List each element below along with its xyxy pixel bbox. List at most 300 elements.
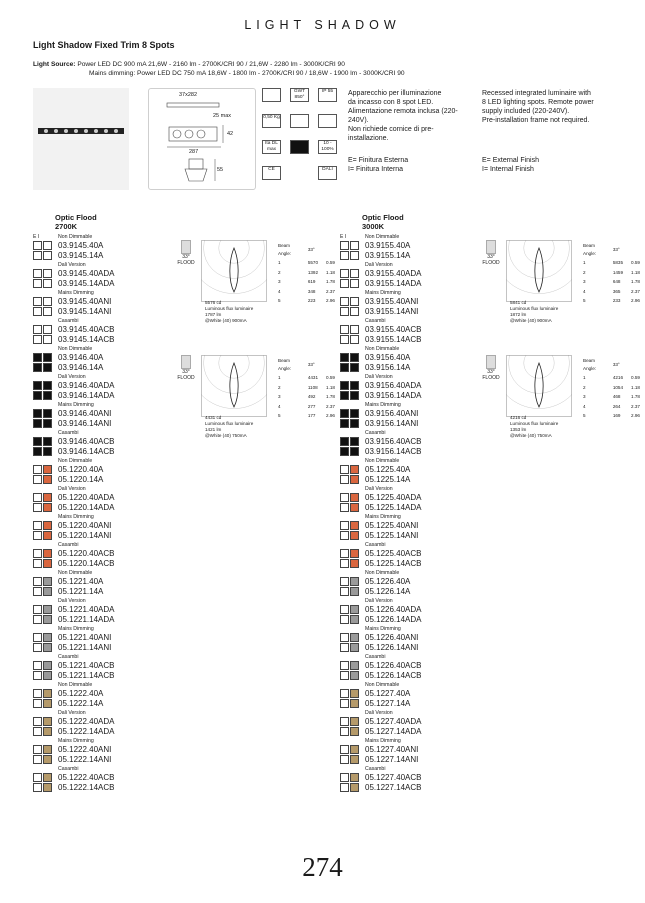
intensity-curve [535, 363, 543, 407]
product-row [33, 325, 115, 345]
variant-header: Dali Version [58, 486, 86, 492]
product-code: 05.1220.40A [58, 465, 104, 474]
table-cell: 5 [583, 413, 586, 418]
finish-internal-swatch [43, 353, 52, 362]
beam-angle-label: Beam Angle: [278, 243, 292, 256]
finish-internal-swatch [43, 419, 52, 428]
finish-internal-swatch [350, 699, 359, 708]
table-row [580, 288, 643, 296]
finish-internal-swatch [43, 755, 52, 764]
photometric-panel-2 [480, 240, 645, 323]
finish-external-swatch [33, 587, 42, 596]
polar-grid-ring [524, 355, 554, 378]
product-code: 03.9155.14ANI [365, 307, 419, 316]
finish-external-swatch [340, 699, 349, 708]
beam-badge [480, 240, 502, 266]
product-code: 05.1222.40A [58, 689, 104, 698]
gwt-icon: GWT 850° [290, 88, 309, 102]
finish-external-swatch [33, 279, 42, 288]
finish-internal-swatch [43, 699, 52, 708]
finish-external-swatch [33, 353, 42, 362]
finish-internal-swatch [43, 465, 52, 474]
polar-grid-ring [509, 240, 570, 278]
dim-max: 25 max [213, 113, 232, 119]
drive-current: @White (40) 750mA [205, 433, 247, 438]
flux-value: 1353 lm [510, 427, 527, 432]
product-code: 05.1222.40ACB [58, 773, 115, 782]
product-row [33, 773, 115, 793]
flux-value: 1787 lm [205, 312, 222, 317]
product-code: 05.1226.14ANI [365, 643, 419, 652]
finish-internal-swatch [43, 615, 52, 624]
description-italian: Apparecchio per illuminazione da incasso con 8 spot LED. Alimentazione remota inclusa (220- 240V). Non richiede cornice di pre- installazione. [348, 90, 458, 142]
product-row [33, 465, 115, 485]
finish-internal-swatch [350, 727, 359, 736]
table-cell: 2 [583, 269, 586, 275]
product-code: 05.1226.14ACB [365, 671, 422, 680]
description-english: Recessed integrated luminaire with 8 LED lighting spots. Remote power supply included (220-240V). Pre-installation frame not required. [482, 90, 594, 124]
table-row [275, 393, 338, 401]
finish-internal-swatch [350, 241, 359, 250]
finish-external-swatch [33, 699, 42, 708]
product-code: 03.9145.14ACB [58, 335, 115, 344]
finish-italian: E= Finitura Esterna I= Finitura Interna [348, 157, 409, 173]
variant-header: Non Dimmable [58, 234, 93, 240]
product-row [33, 717, 115, 737]
finish-internal-swatch [350, 587, 359, 596]
finish-external-swatch [340, 493, 349, 502]
product-code: 05.1226.14A [365, 587, 411, 596]
table-cell: 169 [612, 413, 621, 418]
table-cell: 5 [278, 298, 281, 303]
photometric-panel-3 [175, 355, 340, 438]
product-code: 05.1221.14ADA [58, 615, 115, 624]
finish-internal-swatch [350, 447, 359, 456]
table-row [580, 374, 643, 382]
finish-internal-swatch [43, 773, 52, 782]
polar-diagram [201, 240, 267, 302]
finish-external-swatch [340, 353, 349, 362]
table-row [580, 269, 643, 277]
drawing-svg [149, 89, 255, 189]
table-cell: 648 [612, 279, 621, 284]
product-code: 03.9155.40ADA [365, 269, 422, 278]
product-code: 03.9146.14A [58, 363, 104, 372]
variant-header: Non Dimmable [365, 234, 400, 240]
product-code: 05.1220.14A [58, 475, 104, 484]
photometric-panel-4 [480, 355, 645, 438]
finish-external-swatch [33, 391, 42, 400]
variant-header: Mains Dimming [58, 290, 94, 296]
variant-header: Mains Dimming [58, 402, 94, 408]
variant-header: Dali Version [365, 374, 393, 380]
finish-internal-swatch [43, 493, 52, 502]
finish-external-swatch [340, 475, 349, 484]
product-code: 03.9156.40ADA [365, 381, 422, 390]
table-cell: 2.37 [326, 403, 335, 409]
beam-value: 33° [182, 254, 190, 260]
finish-internal-swatch [350, 503, 359, 512]
table-row [275, 288, 338, 296]
finish-internal-swatch [350, 269, 359, 278]
table-row [275, 269, 338, 277]
finish-external-swatch [340, 447, 349, 456]
finish-external-swatch [340, 409, 349, 418]
product-code: 05.1221.14A [58, 587, 104, 596]
variant-header: Dali Version [58, 374, 86, 380]
product-code: 05.1221.40ACB [58, 661, 115, 670]
finish-external-swatch [33, 363, 42, 372]
polar-grid-ring [509, 355, 570, 393]
peak-intensity: 5576 cd [205, 300, 222, 305]
product-code: 05.1225.14ADA [365, 503, 422, 512]
product-code: 05.1226.40ACB [365, 661, 422, 670]
variant-header: Non Dimmable [58, 346, 93, 352]
finish-external-swatch [340, 671, 349, 680]
table-row [580, 297, 643, 305]
finish-external-swatch [340, 745, 349, 754]
table-row [580, 259, 643, 267]
light-source-line1: Power LED DC 900 mA 21,6W - 2160 lm - 2700K/CRI 90 / 21,6W - 2280 lm - 3000K/CRI 90 [77, 61, 345, 68]
table-cell: 0.59 [631, 375, 640, 380]
beam-angle-label: Beam Angle: [583, 358, 597, 371]
finish-internal-swatch [43, 391, 52, 400]
finish-external-swatch [340, 307, 349, 316]
variant-header: Non Dimmable [58, 570, 93, 576]
fixture-image [38, 128, 124, 134]
finish-internal-swatch [43, 269, 52, 278]
product-code: 05.1222.14ACB [58, 783, 115, 792]
polar-grid-ring [524, 240, 554, 263]
product-row [33, 409, 115, 429]
product-code: 05.1225.40A [365, 465, 411, 474]
light-source-label: Light Source: [33, 61, 76, 68]
f-mark-icon [318, 114, 337, 128]
variant-header: Casambi [365, 430, 386, 436]
finish-internal-swatch [350, 381, 359, 390]
finish-internal-swatch [350, 615, 359, 624]
finish-internal-swatch [43, 521, 52, 530]
product-code: 05.1226.40ANI [365, 633, 419, 642]
table-row [275, 403, 338, 411]
product-list-right [340, 233, 422, 793]
product-code: 03.9155.40ACB [365, 325, 422, 334]
product-row [340, 437, 422, 457]
dim-h55: 55 [217, 167, 224, 173]
product-code: 05.1227.40ANI [365, 745, 419, 754]
finish-external-swatch [340, 615, 349, 624]
finish-external-swatch [340, 363, 349, 372]
variant-header: Casambi [365, 766, 386, 772]
finish-internal-swatch [43, 279, 52, 288]
finish-internal-swatch [350, 335, 359, 344]
product-code: 05.1227.40ADA [365, 717, 422, 726]
finish-external-swatch [33, 671, 42, 680]
variant-header: Casambi [365, 542, 386, 548]
table-cell: 1.78 [631, 279, 640, 284]
photometric-panel-1 [175, 240, 340, 323]
beam-angle-value: 33° [612, 361, 620, 367]
finish-external-swatch [33, 307, 42, 316]
variant-header: Dali Version [365, 486, 393, 492]
finish-internal-swatch [350, 773, 359, 782]
product-code: 05.1221.14ACB [58, 671, 115, 680]
polar-grid-ring [219, 240, 249, 263]
product-code: 05.1225.40ACB [365, 549, 422, 558]
table-cell: 4431 [307, 375, 319, 380]
finish-external-swatch [33, 297, 42, 306]
polar-grid-ring [204, 240, 265, 278]
finish-external-swatch [340, 559, 349, 568]
beam-badge [175, 355, 197, 381]
product-code: 05.1220.40ACB [58, 549, 115, 558]
finish-external-swatch [33, 717, 42, 726]
finish-external-swatch [33, 745, 42, 754]
finish-internal-swatch [43, 689, 52, 698]
beam-angle-value: 33° [612, 246, 620, 252]
beam-angle-label: Beam Angle: [278, 358, 292, 371]
beam-icon [181, 240, 191, 254]
product-row [33, 549, 115, 569]
mains-icon: Ita DL max [262, 140, 281, 154]
table-header-row [275, 357, 338, 372]
drive-current: @White (40) 750mA [510, 433, 552, 438]
finish-external-swatch [340, 783, 349, 792]
finish-external-swatch [33, 689, 42, 698]
product-code: 05.1226.14ADA [365, 615, 422, 624]
variant-header: Casambi [58, 318, 79, 324]
table-cell: 492 [307, 394, 316, 399]
finish-external-swatch [340, 335, 349, 344]
product-code: 03.9145.40ACB [58, 325, 115, 334]
polar-diagram [506, 240, 572, 302]
finish-external-swatch [33, 727, 42, 736]
finish-external-swatch [33, 419, 42, 428]
product-row [33, 745, 115, 765]
drive-current: @White (40) 900mA [205, 318, 247, 323]
table-cell: 1054 [612, 384, 624, 390]
product-row [340, 745, 422, 765]
finish-external-swatch [340, 381, 349, 390]
certification-icons [262, 88, 340, 192]
table-cell: 264 [612, 403, 621, 409]
flux-value: 1872 lm [510, 312, 527, 317]
product-row [340, 577, 422, 597]
product-code: 05.1225.40ADA [365, 493, 422, 502]
finish-internal-swatch [43, 251, 52, 260]
finish-external-swatch [33, 577, 42, 586]
product-code: 03.9146.14ANI [58, 419, 112, 428]
finish-external-swatch [340, 325, 349, 334]
product-code: 05.1222.40ANI [58, 745, 112, 754]
finish-internal-swatch [350, 465, 359, 474]
table-cell: 5 [278, 413, 281, 418]
finish-internal-swatch [350, 279, 359, 288]
finish-internal-swatch [43, 587, 52, 596]
finish-internal-swatch [350, 297, 359, 306]
table-row [275, 412, 338, 420]
variant-header: Mains Dimming [365, 514, 401, 520]
product-code: 05.1220.40ADA [58, 493, 115, 502]
finish-internal-swatch [350, 671, 359, 680]
product-code: 03.9156.40ACB [365, 437, 422, 446]
product-code: 05.1222.14ADA [58, 727, 115, 736]
finish-external-swatch [340, 755, 349, 764]
table-cell: 2.96 [326, 298, 335, 303]
finish-external-swatch [33, 633, 42, 642]
finish-external-swatch [340, 521, 349, 530]
finish-internal-swatch [43, 559, 52, 568]
finish-external-swatch [33, 241, 42, 250]
product-code: 03.9155.40ANI [365, 297, 419, 306]
product-row [340, 465, 422, 485]
table-row [275, 297, 338, 305]
flux-label: Luminous flux luminaire [205, 421, 254, 426]
product-code: 05.1227.40ACB [365, 773, 422, 782]
finish-internal-swatch [43, 531, 52, 540]
table-cell: 3 [583, 394, 586, 399]
finish-external-swatch [33, 615, 42, 624]
finish-external-swatch [340, 531, 349, 540]
finish-external-swatch [340, 727, 349, 736]
finish-internal-swatch [350, 531, 359, 540]
product-code: 05.1225.40ANI [365, 521, 419, 530]
finish-external-swatch [340, 643, 349, 652]
polar-grid-ring [219, 355, 249, 378]
peak-intensity: 5841 cd [510, 300, 527, 305]
finish-internal-swatch [350, 717, 359, 726]
table-cell: 277 [307, 403, 316, 409]
finish-external-swatch [340, 633, 349, 642]
table-cell: 0.59 [326, 375, 335, 380]
finish-external-swatch [33, 755, 42, 764]
polar-diagram [201, 355, 267, 417]
finish-internal-swatch [350, 549, 359, 558]
product-code: 03.9156.14ADA [365, 391, 422, 400]
table-cell: 177 [307, 413, 316, 418]
polar-diagram [506, 355, 572, 417]
finish-internal-swatch [350, 437, 359, 446]
finish-external-swatch [33, 381, 42, 390]
product-row [340, 661, 422, 681]
variant-header: Casambi [58, 542, 79, 548]
table-cell: 3 [583, 279, 586, 284]
table-cell: 348 [307, 288, 316, 294]
product-code: 05.1221.40ADA [58, 605, 115, 614]
flux-value: 1421 lm [205, 427, 222, 432]
flux-label: Luminous flux luminaire [510, 421, 559, 426]
peak-intensity: 4216 cd [510, 415, 527, 420]
finish-internal-swatch [43, 325, 52, 334]
table-cell: 1.78 [326, 394, 335, 399]
finish-external-swatch [340, 419, 349, 428]
finish-internal-swatch [350, 689, 359, 698]
variant-header: Mains Dimming [365, 738, 401, 744]
finish-external-swatch [33, 549, 42, 558]
finish-external-swatch [33, 643, 42, 652]
beam-angle-value: 33° [307, 246, 315, 252]
table-row [275, 374, 338, 382]
variant-header: Dali Version [58, 710, 86, 716]
product-row [340, 773, 422, 793]
finish-internal-swatch [350, 577, 359, 586]
product-row [33, 633, 115, 653]
product-code: 03.9155.14ACB [365, 335, 422, 344]
product-code: 03.9156.14A [365, 363, 411, 372]
finish-external-swatch [340, 279, 349, 288]
product-code: 05.1220.14ANI [58, 531, 112, 540]
photometric-footer [205, 415, 253, 439]
table-cell: 1 [278, 375, 281, 380]
finish-internal-swatch [43, 241, 52, 250]
table-cell: 365 [612, 288, 621, 294]
ip-icon: IP 55 [318, 88, 337, 102]
product-row [33, 577, 115, 597]
finish-internal-swatch [43, 335, 52, 344]
finish-external-swatch [340, 269, 349, 278]
product-code: 05.1225.14A [365, 475, 411, 484]
technical-drawing [148, 88, 256, 190]
product-code: 03.9145.40ADA [58, 269, 115, 278]
product-row [33, 297, 115, 317]
finish-internal-swatch [350, 475, 359, 484]
beam-badge [480, 355, 502, 381]
product-code: 05.1226.40ADA [365, 605, 422, 614]
light-source [33, 60, 405, 78]
brand-title: LIGHT SHADOW [244, 18, 401, 32]
table-row [580, 403, 643, 411]
table-cell: 2.96 [326, 413, 335, 418]
product-code: 05.1220.14ACB [58, 559, 115, 568]
variant-header: Mains Dimming [58, 738, 94, 744]
finish-internal-swatch [43, 717, 52, 726]
product-code: 03.9145.40ANI [58, 297, 112, 306]
weight-icon: 0,50 Kg [262, 114, 281, 128]
intensity-curve [230, 248, 238, 292]
product-code: 05.1227.40A [365, 689, 411, 698]
variant-header: Dali Version [365, 710, 393, 716]
finish-external-swatch [33, 475, 42, 484]
product-code: 05.1222.40ADA [58, 717, 115, 726]
finish-internal-swatch [350, 363, 359, 372]
intensity-curve [230, 363, 238, 407]
table-cell: 4 [278, 403, 281, 409]
dim-h42: 42 [227, 131, 234, 137]
finish-external-swatch [33, 773, 42, 782]
finish-external-swatch [340, 241, 349, 250]
product-code: 05.1221.40A [58, 577, 104, 586]
finish-external-swatch [340, 503, 349, 512]
finish-internal-swatch [43, 727, 52, 736]
recycle-icon [290, 114, 309, 128]
finish-external-swatch [340, 587, 349, 596]
light-source-line2: Mains dimming: Power LED DC 750 mA 18,6W - 1800 lm - 2700K/CRI 90 / 18,6W - 1900 lm - 3000K/CRI 90 [89, 70, 405, 77]
product-code: 03.9156.40A [365, 353, 411, 362]
photometric-footer [205, 300, 253, 324]
variant-header: Dali Version [58, 262, 86, 268]
product-code: 05.1222.14ANI [58, 755, 112, 764]
finish-external-swatch [33, 661, 42, 670]
table-cell: 4 [278, 288, 281, 294]
beam-badge [175, 240, 197, 266]
finish-external-swatch [340, 251, 349, 260]
product-code: 03.9155.14A [365, 251, 411, 260]
table-cell: 223 [307, 298, 316, 303]
variant-header: Mains Dimming [58, 514, 94, 520]
finish-external-swatch [33, 531, 42, 540]
variant-header: Mains Dimming [365, 290, 401, 296]
flux-label: Luminous flux luminaire [205, 306, 254, 311]
